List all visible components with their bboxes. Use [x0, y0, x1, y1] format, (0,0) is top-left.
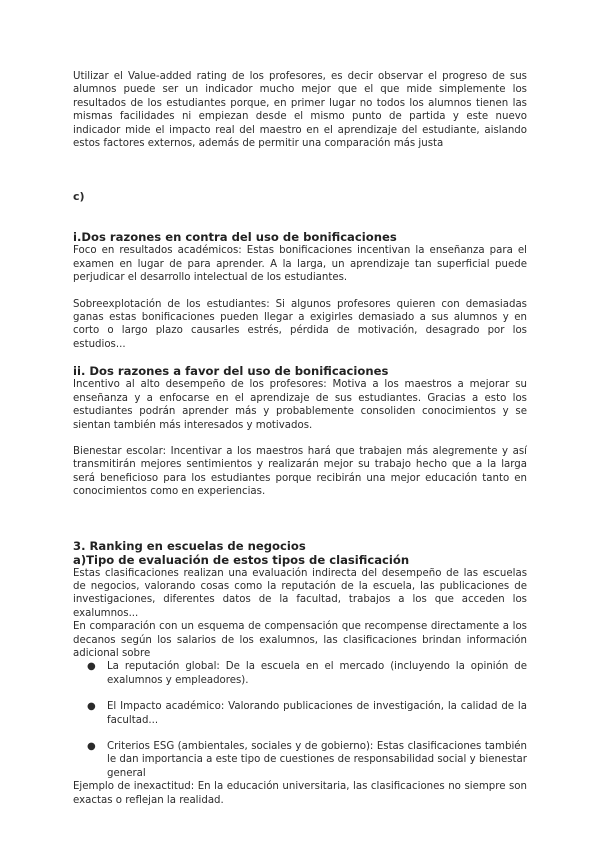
- against-paragraph-1: Foco en resultados académicos: Estas bonificaciones incentivan la enseñanza para el examen en lugar de para aprender. A la larga, un aprendizaje tan superficial puede perjudicar el desarrollo intelectual de los estudiantes.: [73, 245, 527, 284]
- against-heading: i.Dos razones en contra del uso de bonificaciones: [73, 230, 397, 245]
- favor-paragraph-2: Bienestar escolar: Incentivar a los maestros hará que trabajen más alegremente y así transmitirán mejores sentimientos y realizarán mejor su trabajo hecho que a la larga será beneficioso para los estudiantes porque recibirán una mejor educación tanto en conocimientos como en experiencias.: [73, 445, 527, 498]
- criteria-list: [73, 660, 527, 780]
- document-page: [73, 70, 527, 807]
- section-3-heading: 3. Ranking en escuelas de negocios: [73, 538, 306, 553]
- bullet-icon: ●: [87, 741, 96, 752]
- section-3-paragraph-3: Ejemplo de inexactitud: En la educación universitaria, las clasificaciones no siempre son exactas o reflejan la realidad.: [73, 781, 527, 806]
- intro-paragraph: Utilizar el Value-added rating de los profesores, es decir observar el progreso de sus alumnos puede ser un indicador mucho mejor que el que mide simplemente los resultados de los estudiantes porque, en primer lugar no todos los alumnos tienen las mismas facilidades ni empiezan desde el mismo punto de partida y este nuevo indicador mide el impacto real del maestro en el aprendizaje del estudiante, aislando estos factores externos, además de permitir una comparación más justa: [73, 71, 527, 150]
- section-3-subheading: a)Tipo de evaluación de estos tipos de clasificación: [73, 552, 410, 567]
- favor-paragraph-1: Incentivo al alto desempeño de los profesores: Motiva a los maestros a mejorar su enseñanza y a enfocarse en el aprendizaje de sus estudiantes. Gracias a esto los estudiantes podrán aprender más y probablemente consoliden conocimientos y se sientan también más interesados y motivados.: [73, 379, 527, 431]
- favor-heading: ii. Dos razones a favor del uso de bonificaciones: [73, 364, 389, 379]
- bullet-icon: ●: [87, 701, 96, 713]
- section-3-paragraph-2: En comparación con un esquema de compensación que recompense directamente a los decanos según los salarios de los exalumnos, las clasificaciones brindan información adicional sobre: [73, 621, 527, 659]
- list-item-text: Criterios ESG (ambientales, sociales y de gobierno): Estas clasificaciones también le dan importancia a este tipo de cuestiones de responsabilidad social y bienestar general: [107, 741, 527, 779]
- section-c-label: c): [73, 190, 85, 204]
- list-item: [73, 740, 527, 780]
- against-paragraph-2: Sobreexplotación de los estudiantes: Si algunos profesores quieren con demasiadas ganas estas bonificaciones pueden llegar a exigirles demasiado a sus alumnos y en corto o largo plazo causarles estrés, pérdida de motivación, desagrado por los estudios...: [73, 298, 527, 350]
- list-item: [73, 700, 527, 727]
- section-3-paragraph-1: Estas clasificaciones realizan una evaluación indirecta del desempeño de las escuelas de negocios, valorando cosas como la reputación de la escuela, las publicaciones de investigaciones, diferentes datos de la facultad, trabajos a los que acceden los exalumnos...: [73, 567, 527, 619]
- bullet-icon: ●: [87, 661, 96, 673]
- list-item-text: La reputación global: De la escuela en el mercado (incluyendo la opinión de exalumnos y empleadores).: [107, 661, 527, 686]
- list-item-text: El Impacto académico: Valorando publicaciones de investigación, la calidad de la facultad...: [107, 701, 527, 726]
- list-item: [73, 660, 527, 687]
